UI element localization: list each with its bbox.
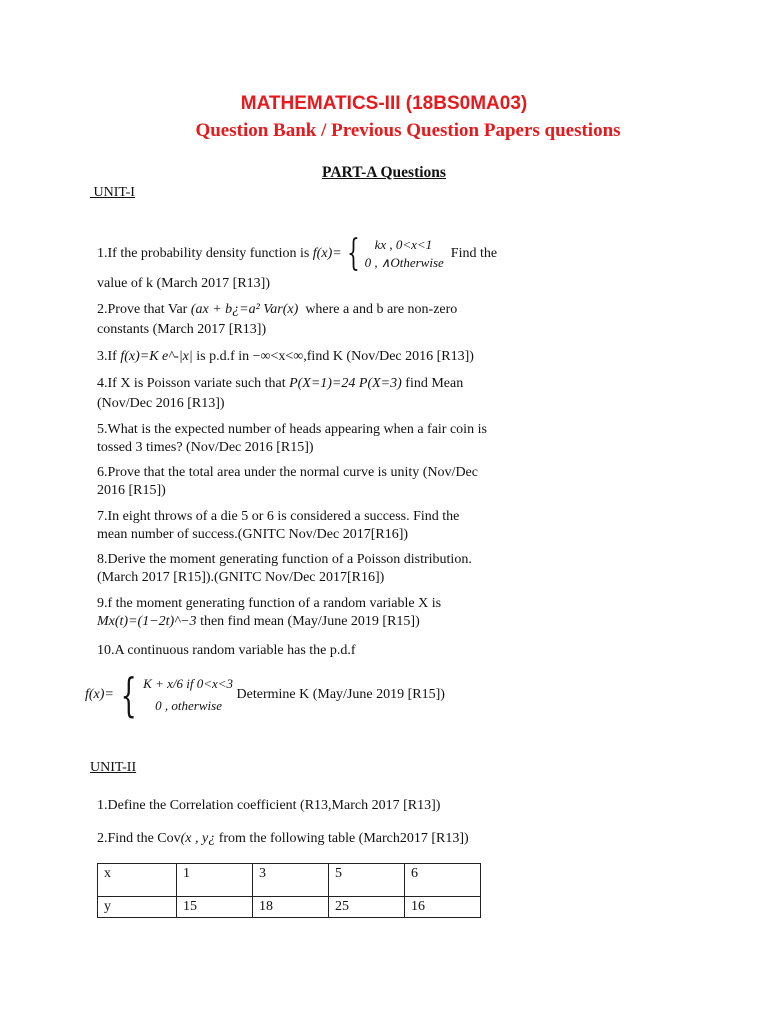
unit2-question-2 bbox=[97, 829, 537, 849]
question-4-line-2: (Nov/Dec 2016 [R13]) bbox=[97, 396, 225, 411]
table-cell: 18 bbox=[253, 897, 329, 918]
table-cell: 5 bbox=[329, 864, 405, 897]
table-cell: 6 bbox=[405, 864, 481, 897]
question-6: 6.Prove that the total area under the normal curve is unity (Nov/Dec bbox=[97, 465, 478, 480]
question-1-text-end: Find the bbox=[450, 246, 498, 262]
question-10-text-end: Determine K (May/June 2019 [R15]) bbox=[236, 687, 445, 703]
unit-2-heading: UNIT-II bbox=[90, 760, 137, 775]
q4-formula: P(X=1)=24 P(X=3) bbox=[289, 376, 402, 391]
table-cell: y bbox=[98, 897, 177, 918]
question-8-line-2: (March 2017 [R15]).(GNITC Nov/Dec 2017[R16]) bbox=[97, 570, 385, 585]
question-4-text-end: find Mean bbox=[405, 376, 464, 391]
unit2-q2-formula: (x , y¿ bbox=[180, 831, 216, 846]
table-cell: 16 bbox=[405, 897, 481, 918]
q1-case-1: kx , 0<x<1 bbox=[374, 237, 433, 252]
xy-data-table bbox=[97, 863, 481, 918]
question-9-text-end: then find mean (May/June 2019 [R15]) bbox=[200, 614, 420, 629]
question-9: 9.f the moment generating function of a random variable X is bbox=[97, 596, 442, 611]
question-7: 7.In eight throws of a die 5 or 6 is considered a success. Find the bbox=[97, 509, 460, 524]
question-3 bbox=[97, 347, 537, 367]
question-2-text: 2.Prove that Var bbox=[97, 302, 188, 317]
q10-cases bbox=[143, 673, 233, 717]
question-2 bbox=[97, 300, 537, 320]
q10-case-2: 0 , otherwise bbox=[155, 698, 222, 713]
question-5-line-2: tossed 3 times? (Nov/Dec 2016 [R15]) bbox=[97, 440, 314, 455]
table-cell: 15 bbox=[177, 897, 253, 918]
table-row bbox=[98, 864, 481, 897]
question-1-line-2: value of k (March 2017 [R13]) bbox=[97, 276, 271, 291]
unit2-question-2-text-end: from the following table (March2017 [R13]) bbox=[218, 831, 469, 846]
question-8: 8.Derive the moment generating function of a Poisson distribution. bbox=[97, 552, 472, 567]
table-cell: 3 bbox=[253, 864, 329, 897]
course-title: MATHEMATICS-III (18BS0MA03) bbox=[240, 93, 528, 114]
question-10-formula bbox=[85, 668, 525, 722]
q10-brace: { bbox=[120, 668, 137, 722]
q1-brace: { bbox=[346, 233, 360, 274]
question-2-text-end: where a and b are non-zero bbox=[305, 302, 458, 317]
question-3-text-end: is p.d.f in −∞<x<∞,find K (Nov/Dec 2016 [R13]) bbox=[196, 349, 474, 364]
question-1 bbox=[97, 233, 537, 274]
q1-cases bbox=[365, 236, 444, 272]
unit2-question-2-text: 2.Find the Cov bbox=[97, 831, 181, 846]
question-5: 5.What is the expected number of heads appearing when a fair coin is bbox=[97, 422, 487, 437]
table-cell: 25 bbox=[329, 897, 405, 918]
table-row bbox=[98, 897, 481, 918]
question-4-text: 4.If X is Poisson variate such that bbox=[97, 376, 286, 391]
question-9-line-2 bbox=[97, 612, 537, 632]
question-6-line-2: 2016 [R15]) bbox=[97, 483, 166, 498]
q10-case-1: K + x/6 if 0<x<3 bbox=[143, 676, 234, 691]
unit-1-heading: UNIT-I bbox=[93, 185, 135, 200]
table-cell: 1 bbox=[177, 864, 253, 897]
question-7-line-2: mean number of success.(GNITC Nov/Dec 2017[R16]) bbox=[97, 527, 409, 542]
unit2-question-1: 1.Define the Correlation coefficient (R13,March 2017 [R13]) bbox=[97, 798, 441, 813]
question-4 bbox=[97, 374, 537, 394]
q1-case-2: 0 , ∧Otherwise bbox=[364, 255, 444, 270]
document-subtitle: Question Bank / Previous Question Papers questions bbox=[195, 120, 621, 141]
question-2-line-2: constants (March 2017 [R13]) bbox=[97, 322, 267, 337]
table-cell: x bbox=[98, 864, 177, 897]
question-3-text: 3.If bbox=[97, 349, 117, 364]
q9-formula: Mx(t)=(1−2t)^−3 bbox=[97, 614, 197, 629]
question-10: 10.A continuous random variable has the p.d.f bbox=[97, 643, 356, 658]
q3-formula: f(x)=K e^-|x| bbox=[120, 349, 193, 364]
question-1-text: 1.If the probability density function is bbox=[97, 246, 310, 262]
q10-formula-lhs: f(x)= bbox=[85, 687, 114, 703]
q1-formula-lhs: f(x)= bbox=[312, 246, 342, 262]
q2-formula: (ax + b¿=a² Var(x) bbox=[190, 302, 299, 317]
part-a-heading: PART-A Questions bbox=[322, 164, 446, 181]
